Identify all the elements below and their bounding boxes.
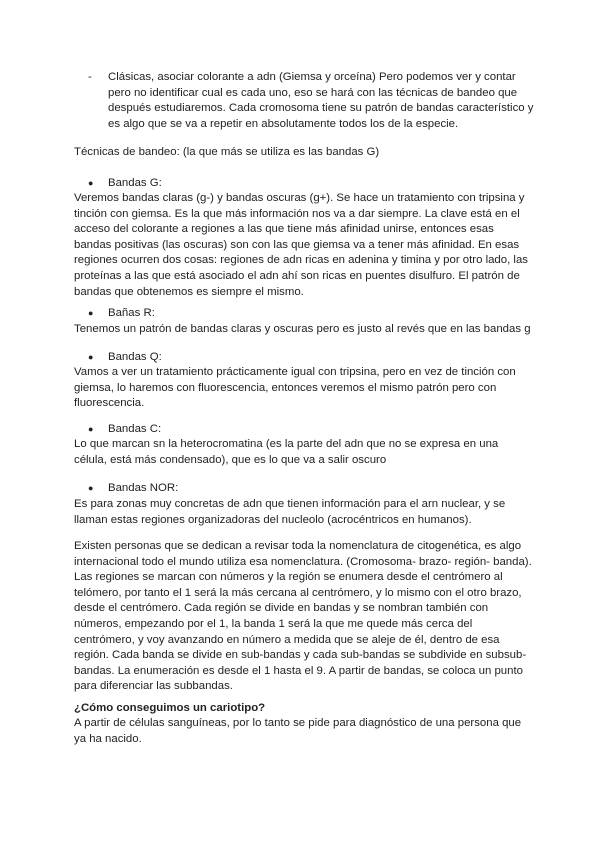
list-item-text: Clásicas, asociar colorante a adn (Giemsa y orceína) Pero podemos ver y contar pero no identificar cual es cada uno, eso se hará con las técnicas de bandeo que después estudiaremos. Cada cromosoma tiene su patrón de bandas característico y es algo que se va a repetir en absolutamente todos los de la especie. xyxy=(108,71,534,130)
section-body-banas-r: Tenemos un patrón de bandas claras y oscuras pero es justo al revés que en las bandas g xyxy=(74,323,531,335)
bullet-banas-r xyxy=(88,306,155,322)
cariotipo-heading: ¿Cómo conseguimos un cariotipo? xyxy=(74,702,266,714)
section-body-bandas-q: Vamos a ver un tratamiento prácticamente igual con tripsina, pero en vez de tinción con giemsa, lo haremos con fluorescencia, entonces veremos el mismo patrón pero con fluorescencia. xyxy=(74,366,516,410)
section-title: Bandas NOR: xyxy=(108,482,179,494)
dash-marker: - xyxy=(88,71,92,83)
section-title: Bandas G: xyxy=(108,177,162,189)
bullet-icon: ● xyxy=(88,424,94,434)
bullet-icon: ● xyxy=(88,308,94,318)
section-body-bandas-nor: Es para zonas muy concretas de adn que tienen información para el arn nuclear, y se llaman estas regiones organizadoras del nucleolo (acrocéntricos en humanos). xyxy=(74,498,506,526)
bullet-icon: ● xyxy=(88,352,94,362)
tecnicas-intro: Técnicas de bandeo: (la que más se utiliza es las bandas G) xyxy=(74,146,380,158)
cariotipo-text: A partir de células sanguíneas, por lo tanto se pide para diagnóstico de una persona que ya ha nacido. xyxy=(74,717,522,745)
bullet-bandas-q xyxy=(88,350,162,366)
section-title: Bandas Q: xyxy=(108,351,162,363)
section-body-bandas-g: Veremos bandas claras (g-) y bandas oscuras (g+). Se hace un tratamiento con tripsina y tinción con giemsa. Es la que más información nos va a dar siempre. La clave está en el acceso del colorante a regiones a las que tiene más afinidad unirse, entonces esas bandas positivas (las oscuras) son con las que giemsa va a tener más afinidad. En esas regiones ocurren dos cosas: regiones de adn ricas en adenina y timina y por otro lado, las proteínas a las que está asociado el adn ahí son ricas en puentes disulfuro. El patrón de bandas que obtenemos es siempre el mismo. xyxy=(74,192,528,298)
nomenclature-paragraph: Existen personas que se dedican a revisar toda la nomenclatura de citogenética, es algo internacional todo el mundo utiliza esa nomenclatura. (Cromosoma- brazo- región- banda). Las regiones se marcan con números y la región se enumera desde el centrómero al telómero, por tanto el 1 será la más cercana al centrómero, y lo mismo con el otro brazo, desde el centrómero. Cada región se divide en bandas y se nombran también con números, empezando por el 1, la banda 1 será la que me quede más cerca del centrómero, y voy avanzando en número a medida que se aleje de él, dentro de esa región. Cada banda se divide en sub-bandas y cada sub-bandas se subdivide en subsub-bandas. La enumeración es desde el 1 hasta el 9. A partir de bandas, se coloca un punto para diferenciar las subbandas. xyxy=(74,540,532,693)
bullet-bandas-g xyxy=(88,176,162,192)
section-body-bandas-c: Lo que marcan sn la heterocromatina (es la parte del adn que no se expresa en una célula, está más condensado), que es lo que va a salir oscuro xyxy=(74,438,499,466)
bullet-bandas-nor xyxy=(88,481,178,497)
bullet-icon: ● xyxy=(88,178,94,188)
list-item-clasicas xyxy=(88,70,536,132)
bullet-bandas-c xyxy=(88,422,161,438)
bullet-icon: ● xyxy=(88,483,94,493)
section-title: Bandas C: xyxy=(108,423,162,435)
section-title: Bañas R: xyxy=(108,307,155,319)
